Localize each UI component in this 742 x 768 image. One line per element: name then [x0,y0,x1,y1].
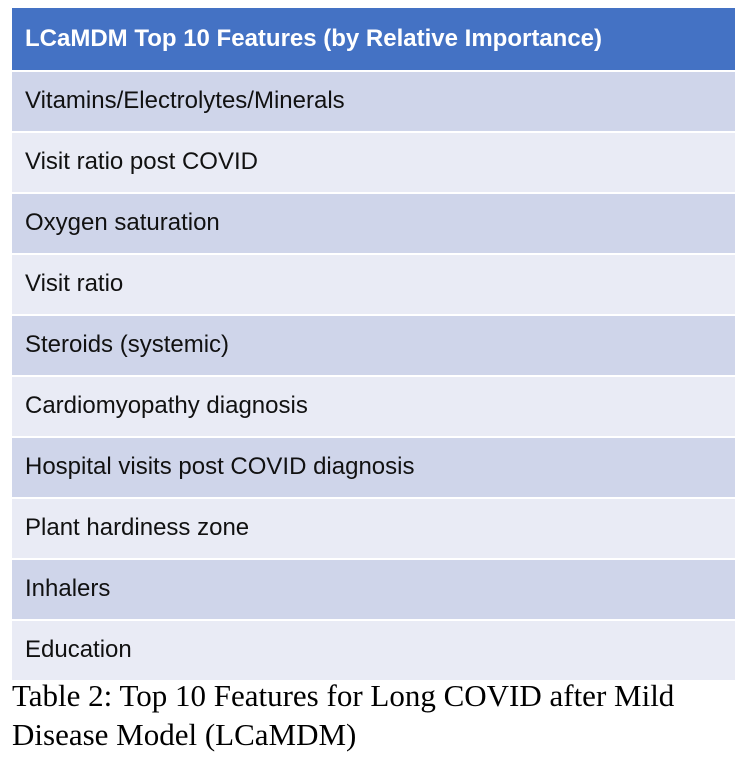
table-header: LCaMDM Top 10 Features (by Relative Importance) [12,8,735,70]
table-row: Education [12,621,735,680]
table-row: Cardiomyopathy diagnosis [12,377,735,436]
table-row: Visit ratio [12,255,735,314]
table-caption: Table 2: Top 10 Features for Long COVID after Mild Disease Model (LCaMDM) [12,678,675,752]
table-row: Inhalers [12,560,735,619]
table-row: Hospital visits post COVID diagnosis [12,438,735,497]
table-row: Plant hardiness zone [12,499,735,558]
features-table [12,8,735,680]
table-row: Steroids (systemic) [12,316,735,375]
table-row: Oxygen saturation [12,194,735,253]
table-row: Visit ratio post COVID [12,133,735,192]
table-row: Vitamins/Electrolytes/Minerals [12,72,735,131]
